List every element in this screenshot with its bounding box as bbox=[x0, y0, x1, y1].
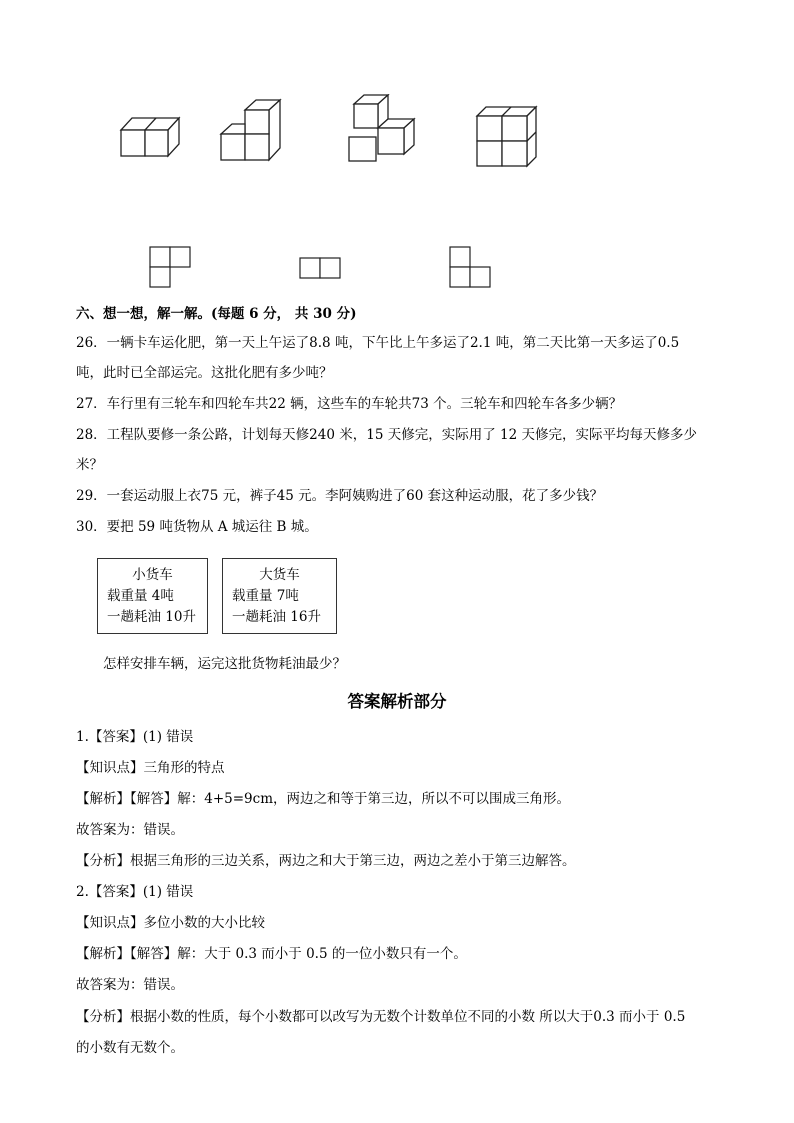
small-truck-title: 小货车 bbox=[132, 567, 173, 583]
answer-1-analysis: 【解析】【解答】解：4+5=9cm，两边之和等于第三边，所以不可以围成三角形。 bbox=[76, 791, 571, 807]
question-26-line-2: 吨，此时已全部运完。这批化肥有多少吨？ bbox=[76, 365, 333, 381]
big-truck-fuel: 一趟耗油 16升 bbox=[232, 609, 321, 625]
question-30: 30．要把 59 吨货物从 A 城运往 B 城。 bbox=[76, 519, 318, 535]
question-30-ask: 怎样安排车辆，运完这批货物耗油最少？ bbox=[103, 656, 346, 672]
answer-2: 2.【答案】(1) 错误 bbox=[76, 884, 194, 900]
cube-figure-4 bbox=[474, 104, 540, 170]
view-figure-1 bbox=[148, 245, 192, 289]
answers-title: 答案解析部分 bbox=[347, 692, 447, 711]
cube-figure-2 bbox=[218, 98, 284, 164]
view-figure-3 bbox=[448, 245, 492, 289]
answer-2-note-line-2: 的小数有无数个。 bbox=[76, 1040, 184, 1056]
question-28-line-1: 28．工程队要修一条公路，计划每天修240 米，15 天修完，实际用了 12 天修完，实际平均每天修多少 bbox=[76, 427, 697, 443]
question-26-line-1: 26．一辆卡车运化肥，第一天上午运了8.8 吨，下午比上午多运了2.1 吨，第二天比第一天多运了0.5 bbox=[76, 335, 680, 351]
big-truck-capacity: 载重量 7吨 bbox=[232, 588, 299, 604]
small-truck-fuel: 一趟耗油 10升 bbox=[107, 609, 196, 625]
cube-figure-1 bbox=[118, 112, 184, 162]
question-28-line-2: 米？ bbox=[76, 457, 103, 473]
view-figure-2 bbox=[298, 256, 342, 280]
cube-figure-3 bbox=[346, 94, 418, 166]
big-truck-box bbox=[222, 558, 337, 634]
small-truck-capacity: 载重量 4吨 bbox=[107, 588, 174, 604]
question-27: 27．车行里有三轮车和四轮车共22 辆，这些车的车轮共73 个。三轮车和四轮车各多少辆？ bbox=[76, 396, 623, 412]
answer-1-note: 【分析】根据三角形的三边关系，两边之和大于第三边，两边之差小于第三边解答。 bbox=[76, 853, 576, 869]
section-heading: 六、想一想，解一解。(每题 6 分， 共 30 分) bbox=[76, 306, 357, 322]
answer-2-analysis: 【解析】【解答】解：大于 0.3 而小于 0.5 的一位小数只有一个。 bbox=[76, 946, 467, 962]
answer-2-note-line-1: 【分析】根据小数的性质，每个小数都可以改写为无数个计数单位不同的小数 所以大于0.3 而小于 0.5 bbox=[76, 1009, 686, 1025]
answer-1-conclusion: 故答案为：错误。 bbox=[76, 822, 184, 838]
answer-2-knowledge: 【知识点】多位小数的大小比较 bbox=[76, 915, 265, 931]
answer-1: 1.【答案】(1) 错误 bbox=[76, 729, 194, 745]
big-truck-title: 大货车 bbox=[259, 567, 300, 583]
question-29: 29．一套运动服上衣75 元，裤子45 元。李阿姨购进了60 套这种运动服，花了多少钱？ bbox=[76, 488, 604, 504]
answer-2-conclusion: 故答案为：错误。 bbox=[76, 977, 184, 993]
small-truck-box bbox=[97, 558, 208, 634]
answer-1-knowledge: 【知识点】三角形的特点 bbox=[76, 760, 225, 776]
